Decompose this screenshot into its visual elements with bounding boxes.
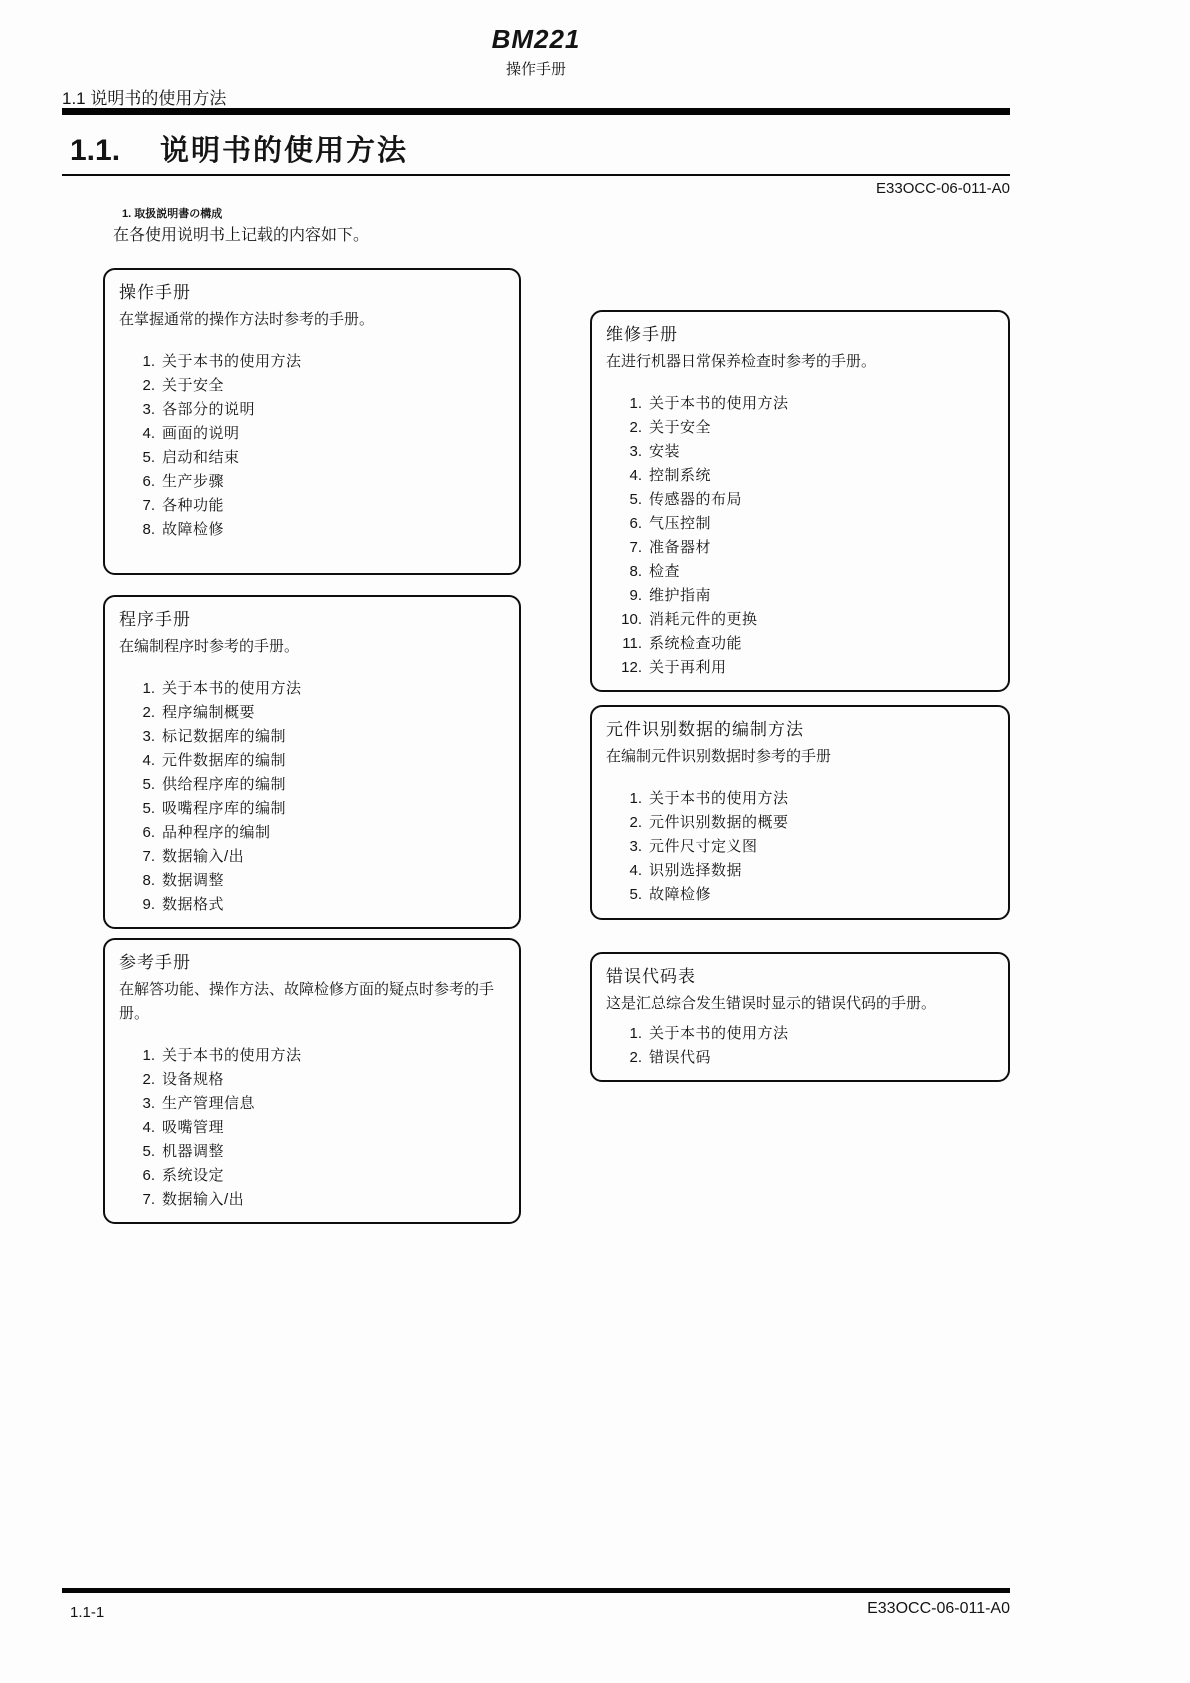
section-number: 1.1. xyxy=(70,134,121,167)
list-item xyxy=(614,608,994,632)
list-item xyxy=(127,1092,505,1116)
manual-box-desc: 这是汇总综合发生错误时显示的错误代码的手册。 xyxy=(606,995,937,1012)
list-item xyxy=(127,398,505,422)
list-item-label: 错误代码 xyxy=(649,1049,712,1066)
brand-subtitle: 操作手册 xyxy=(505,61,566,78)
list-item-number: 7. xyxy=(629,539,642,556)
list-item-number: 7. xyxy=(142,1191,155,1208)
list-item xyxy=(614,859,994,883)
list-item-number: 5. xyxy=(629,886,642,903)
list-item-label: 各部分的说明 xyxy=(162,401,256,418)
list-item-label: 数据调整 xyxy=(162,872,225,889)
list-item-label: 识别选择数据 xyxy=(649,862,743,879)
list-item xyxy=(614,584,994,608)
list-item xyxy=(127,893,505,917)
manual-box-program xyxy=(103,595,521,929)
list-item-number: 1. xyxy=(629,395,642,412)
list-item-number: 7. xyxy=(142,497,155,514)
list-item xyxy=(127,350,505,374)
header-rule-thick xyxy=(62,108,1010,115)
list-item-number: 4. xyxy=(629,467,642,484)
list-item-number: 3. xyxy=(629,443,642,460)
list-item-number: 9. xyxy=(629,587,642,604)
list-item xyxy=(614,440,994,464)
list-item-label: 机器调整 xyxy=(162,1143,225,1160)
list-item xyxy=(614,883,994,907)
list-item-label: 关于本书的使用方法 xyxy=(162,680,302,697)
manual-box-list xyxy=(119,350,505,542)
list-item-label: 关于本书的使用方法 xyxy=(162,353,302,370)
list-item-number: 11. xyxy=(622,635,642,652)
list-item-number: 3. xyxy=(142,401,155,418)
list-item xyxy=(127,1164,505,1188)
manual-box-title: 操作手册 xyxy=(119,283,191,302)
list-item xyxy=(127,797,505,821)
list-item-number: 1. xyxy=(142,680,155,697)
list-item-label: 系统设定 xyxy=(162,1167,225,1184)
list-item xyxy=(614,536,994,560)
list-item-label: 系统检查功能 xyxy=(649,635,743,652)
list-item-label: 元件尺寸定义图 xyxy=(649,838,758,855)
list-item xyxy=(127,1188,505,1212)
list-item-label: 画面的说明 xyxy=(162,425,240,442)
list-item xyxy=(127,749,505,773)
list-item-label: 启动和结束 xyxy=(162,449,240,466)
manual-box-title: 维修手册 xyxy=(606,325,678,344)
list-item xyxy=(127,773,505,797)
list-item-label: 关于本书的使用方法 xyxy=(649,395,789,412)
list-item-number: 3. xyxy=(629,838,642,855)
list-item-number: 3. xyxy=(142,1095,155,1112)
list-item-number: 4. xyxy=(142,425,155,442)
manual-box-title: 参考手册 xyxy=(119,953,191,972)
list-item-number: 10. xyxy=(621,611,642,628)
intro-text: 在各使用说明书上记载的内容如下。 xyxy=(113,227,370,244)
list-item-label: 关于安全 xyxy=(162,377,225,394)
list-item xyxy=(127,725,505,749)
list-item xyxy=(127,821,505,845)
list-item-label: 生产管理信息 xyxy=(162,1095,256,1112)
list-item-number: 5. xyxy=(142,1143,155,1160)
list-item-number: 1. xyxy=(142,353,155,370)
list-item-number: 5. xyxy=(142,449,155,466)
list-item-number: 5. xyxy=(142,800,155,817)
manual-box-list xyxy=(606,392,994,680)
list-item-label: 吸嘴管理 xyxy=(162,1119,225,1136)
list-item-number: 7. xyxy=(142,848,155,865)
list-item-label: 关于再利用 xyxy=(649,659,727,676)
list-item xyxy=(127,1068,505,1092)
list-item xyxy=(614,392,994,416)
list-item xyxy=(614,787,994,811)
list-item-number: 2. xyxy=(142,377,155,394)
manual-box-title: 程序手册 xyxy=(119,610,191,629)
list-item-label: 设备规格 xyxy=(162,1071,225,1088)
list-item xyxy=(127,494,505,518)
list-item-label: 程序编制概要 xyxy=(162,704,256,721)
list-item-label: 数据格式 xyxy=(162,896,225,913)
manual-box-recognition xyxy=(590,705,1010,920)
list-item xyxy=(614,656,994,680)
list-item-number: 4. xyxy=(142,752,155,769)
list-item-label: 元件数据库的编制 xyxy=(162,752,287,769)
list-item-number: 8. xyxy=(142,521,155,538)
list-item-label: 生产步骤 xyxy=(162,473,225,490)
list-item xyxy=(127,869,505,893)
manual-box-desc: 在进行机器日常保养检查时参考的手册。 xyxy=(606,353,877,370)
list-item xyxy=(614,632,994,656)
list-item xyxy=(614,512,994,536)
list-item-label: 品种程序的编制 xyxy=(162,824,271,841)
manual-box-title: 错误代码表 xyxy=(606,967,696,986)
list-item xyxy=(127,1140,505,1164)
list-item xyxy=(614,464,994,488)
manual-box-desc: 在解答功能、操作方法、故障检修方面的疑点时参考的手册。 xyxy=(119,981,495,1022)
list-item-label: 供给程序库的编制 xyxy=(162,776,287,793)
list-item-number: 2. xyxy=(629,419,642,436)
list-item-number: 2. xyxy=(629,814,642,831)
list-item-label: 气压控制 xyxy=(649,515,712,532)
list-item-number: 5. xyxy=(142,776,155,793)
list-item-number: 4. xyxy=(142,1119,155,1136)
list-item xyxy=(614,488,994,512)
footer-doc-code: E33OCC-06-011-A0 xyxy=(867,1600,1010,1617)
list-item xyxy=(614,560,994,584)
list-item-label: 维护指南 xyxy=(649,587,712,604)
list-item-number: 1. xyxy=(629,790,642,807)
manual-box-list xyxy=(606,787,994,907)
list-item-label: 标记数据库的编制 xyxy=(162,728,287,745)
list-item-number: 2. xyxy=(142,1071,155,1088)
breadcrumb: 1.1 说明书的使用方法 xyxy=(62,89,227,108)
list-item-label: 检查 xyxy=(649,563,681,580)
list-item-number: 6. xyxy=(142,473,155,490)
manual-box-reference xyxy=(103,938,521,1224)
list-item-number: 5. xyxy=(629,491,642,508)
list-item-label: 关于本书的使用方法 xyxy=(649,790,789,807)
list-item-label: 安装 xyxy=(649,443,681,460)
list-item-number: 1. xyxy=(142,1047,155,1064)
list-item xyxy=(614,1022,994,1046)
manual-box-list xyxy=(119,1044,505,1212)
list-item-number: 9. xyxy=(142,896,155,913)
list-item xyxy=(127,1116,505,1140)
list-item-number: 2. xyxy=(629,1049,642,1066)
manual-box-title: 元件识别数据的编制方法 xyxy=(606,720,804,739)
list-item-label: 传感器的布局 xyxy=(649,491,743,508)
manual-box-operation xyxy=(103,268,521,575)
manual-box-desc: 在编制元件识别数据时参考的手册 xyxy=(606,748,832,765)
heading-rule xyxy=(62,174,1010,176)
list-item-label: 各种功能 xyxy=(162,497,225,514)
list-item-label: 关于本书的使用方法 xyxy=(649,1025,789,1042)
list-item-label: 关于本书的使用方法 xyxy=(162,1047,302,1064)
section-title: 说明书的使用方法 xyxy=(160,135,409,167)
list-item xyxy=(614,416,994,440)
list-item-number: 4. xyxy=(629,862,642,879)
list-item-number: 2. xyxy=(142,704,155,721)
list-item-number: 12. xyxy=(621,659,642,676)
list-item xyxy=(127,677,505,701)
list-item-number: 1. xyxy=(629,1025,642,1042)
manual-box-list xyxy=(606,1022,994,1070)
list-item-number: 8. xyxy=(629,563,642,580)
list-item xyxy=(127,374,505,398)
manual-box-desc: 在掌握通常的操作方法时参考的手册。 xyxy=(119,311,375,328)
list-item-label: 数据输入/出 xyxy=(162,1191,245,1208)
list-item-label: 准备器材 xyxy=(649,539,712,556)
note-line: 1. 取扱説明書の構成 xyxy=(122,208,223,220)
list-item-label: 元件识别数据的概要 xyxy=(649,814,789,831)
list-item-label: 消耗元件的更换 xyxy=(649,611,758,628)
manual-box-list xyxy=(119,677,505,917)
section-heading xyxy=(70,128,408,169)
manual-box-maintenance xyxy=(590,310,1010,692)
list-item-label: 数据输入/出 xyxy=(162,848,245,865)
brand-logo: BM221 xyxy=(491,24,581,54)
list-item xyxy=(614,1046,994,1070)
list-item-label: 吸嘴程序库的编制 xyxy=(162,800,287,817)
list-item xyxy=(127,470,505,494)
manual-box-desc: 在编制程序时参考的手册。 xyxy=(119,638,300,655)
manual-box-errorcode xyxy=(590,952,1010,1082)
list-item xyxy=(127,701,505,725)
list-item-number: 6. xyxy=(629,515,642,532)
list-item xyxy=(127,845,505,869)
list-item xyxy=(614,835,994,859)
list-item xyxy=(127,518,505,542)
list-item-label: 控制系统 xyxy=(649,467,712,484)
list-item-label: 关于安全 xyxy=(649,419,712,436)
list-item-label: 故障检修 xyxy=(649,886,712,903)
footer-rule xyxy=(62,1588,1010,1593)
list-item-number: 6. xyxy=(142,824,155,841)
list-item xyxy=(127,446,505,470)
list-item-number: 8. xyxy=(142,872,155,889)
list-item-number: 3. xyxy=(142,728,155,745)
list-item xyxy=(127,422,505,446)
list-item xyxy=(614,811,994,835)
page-number: 1.1-1 xyxy=(70,1604,105,1621)
doc-code: E33OCC-06-011-A0 xyxy=(876,180,1010,197)
list-item xyxy=(127,1044,505,1068)
list-item-label: 故障检修 xyxy=(162,521,225,538)
list-item-number: 6. xyxy=(142,1167,155,1184)
